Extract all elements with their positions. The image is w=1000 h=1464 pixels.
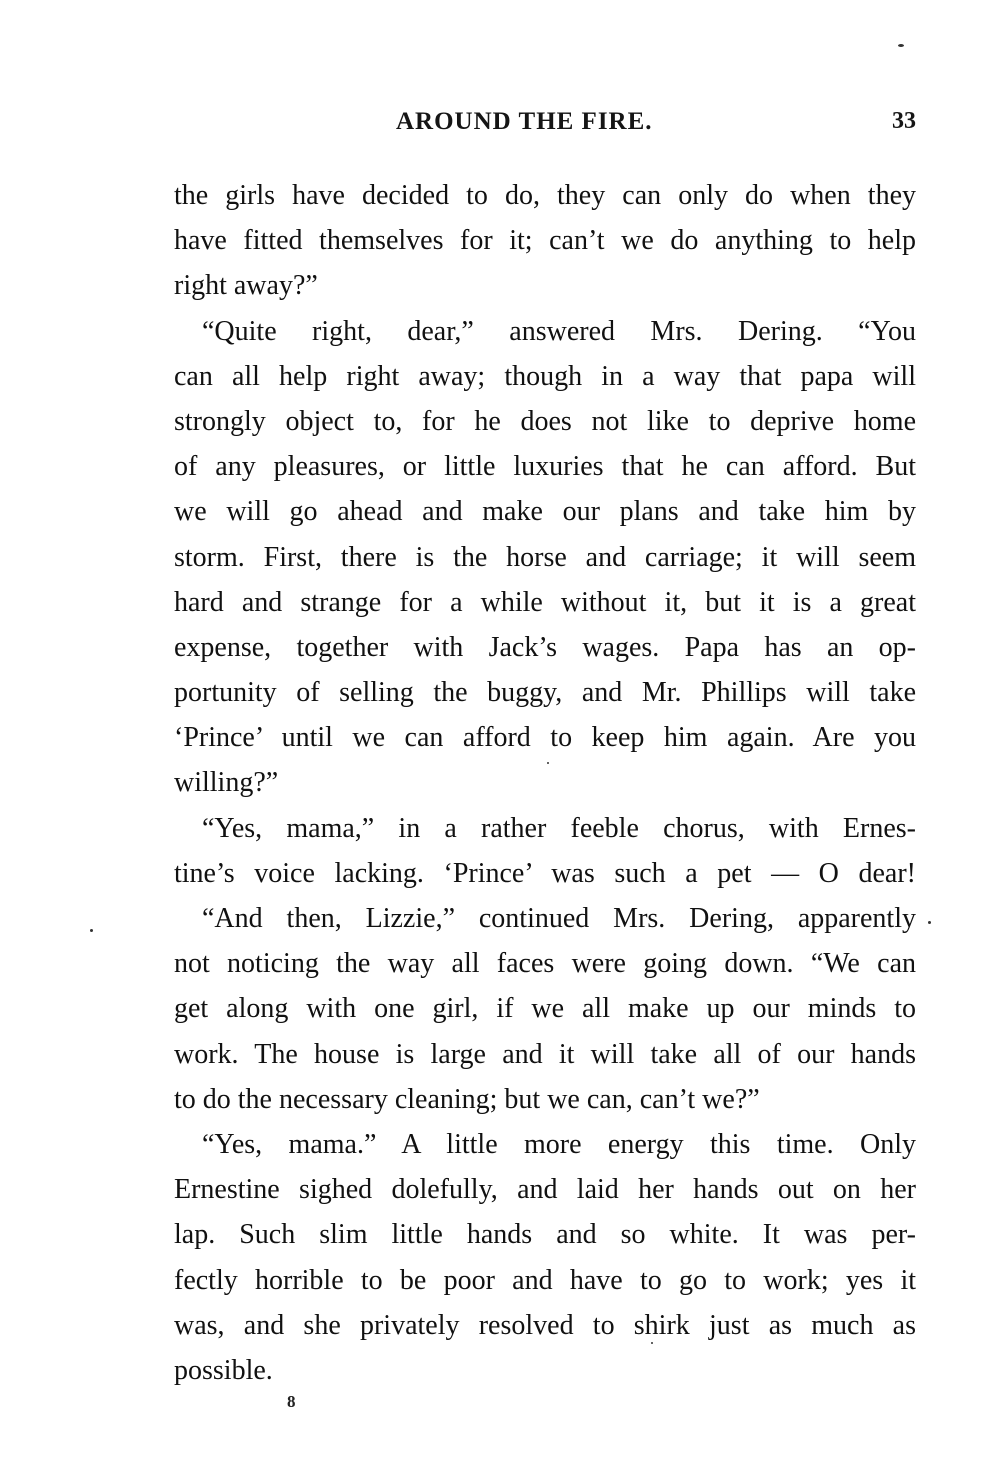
scan-speck — [651, 1342, 653, 1344]
text-line: “Quite right, dear,” answered Mrs. Dering. “You — [202, 315, 916, 347]
running-title: AROUND THE FIRE. — [396, 108, 653, 135]
text-line: have fitted themselves for it; can’t we do anything to help — [174, 225, 916, 257]
scan-speck — [90, 929, 93, 932]
text-line: the girls have decided to do, they can only do when they — [174, 180, 916, 211]
signature-mark: 8 — [287, 1392, 296, 1411]
text-line: lap. Such slim little hands and so white. It was per- — [174, 1219, 916, 1251]
text-line: of any pleasures, or little luxuries that he can afford. But — [174, 451, 916, 483]
page-number: 33 — [892, 108, 916, 134]
running-head — [174, 108, 918, 144]
text-line: possible. — [174, 1354, 273, 1386]
text-line: was, and she privately resolved to shirk just as much as — [174, 1309, 916, 1341]
body-text — [174, 173, 916, 1393]
text-line: “And then, Lizzie,” continued Mrs. Dering, apparently — [202, 903, 916, 934]
text-line: right away?” — [174, 270, 318, 302]
text-line: we will go ahead and make our plans and take him by — [174, 496, 916, 528]
scan-speck — [928, 921, 931, 924]
text-line: strongly object to, for he does not like to deprive home — [174, 405, 916, 437]
text-line: “Yes, mama.” A little more energy this time. Only — [202, 1128, 916, 1160]
scan-speck — [547, 762, 549, 764]
text-line: get along with one girl, if we all make up our minds to — [174, 993, 916, 1025]
text-line: portunity of selling the buggy, and Mr. Phillips will take — [174, 677, 916, 709]
text-line: tine’s voice lacking. ‘Prince’ was such a pet — O dear! — [174, 857, 916, 889]
text-line: ‘Prince’ until we can afford to keep him again. Are you — [174, 722, 916, 754]
text-line: “Yes, mama,” in a rather feeble chorus, with Ernes- — [202, 812, 916, 844]
text-line: can all help right away; though in a way that papa will — [174, 360, 916, 392]
text-line: willing?” — [174, 767, 279, 799]
scan-speck — [898, 44, 904, 47]
text-line: work. The house is large and it will take all of our hands — [174, 1038, 916, 1070]
text-line: hard and strange for a while without it, but it is a great — [174, 586, 916, 618]
text-line: expense, together with Jack’s wages. Papa has an op- — [174, 631, 916, 663]
text-line: not noticing the way all faces were going down. “We can — [174, 948, 916, 980]
text-line: Ernestine sighed dolefully, and laid her hands out on her — [174, 1174, 916, 1206]
text-line: to do the necessary cleaning; but we can, can’t we?” — [174, 1083, 760, 1115]
text-line: fectly horrible to be poor and have to go to work; yes it — [174, 1264, 916, 1296]
text-line: storm. First, there is the horse and carriage; it will seem — [174, 541, 916, 573]
